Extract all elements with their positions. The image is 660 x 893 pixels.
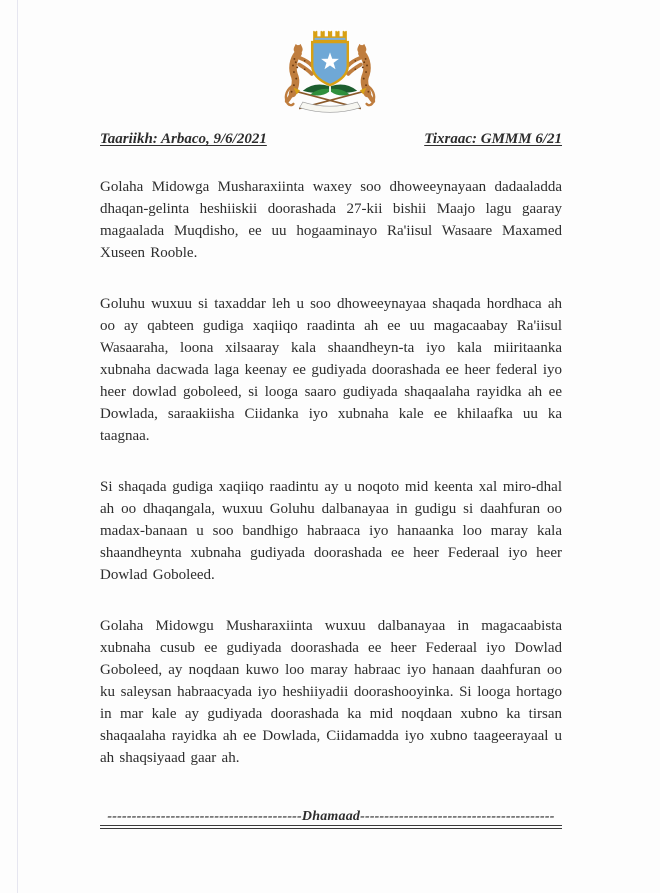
crown	[313, 29, 347, 42]
ribbon	[300, 102, 361, 112]
document-body	[100, 176, 562, 769]
date-label: Taariikh: Arbaco, 9/6/2021	[100, 131, 267, 147]
document-header-emblem	[0, 0, 660, 117]
body-paragraph-3: Si shaqada gudiga xaqiiqo raadintu ay u noqoto mid keenta xal miro-dhal ah oo dhaqangala, wuxuu Goluhu dalbanayaa in gudigu si daahfuran oo madax-banaan u soo bandhigo habraaca iyo hanaanka loo maray kala shaandheynta xubnaha gudiyada doorashada ee heer Federaal iyo heer Dowlad Goboleed.	[100, 479, 562, 583]
left-leopard	[286, 44, 312, 105]
right-leopard	[348, 44, 374, 105]
body-paragraph-1: Golaha Midowga Musharaxiinta waxey soo dhoweeynayaan dadaaladda dhaqan-gelinta heshiiskii doorashada 27-kii bishii Maajo lagu gaaray magaalada Muqdisho, ee uu hogaaminayo Ra'iisul Wasaare Maxamed Xuseen Rooble.	[100, 179, 562, 261]
body-paragraph-2: Goluhu wuxuu si taxaddar leh u soo dhoweeynayaa shaqada hordhaca ah oo ay qabteen gudiga xaqiiqo raadinta ah ee uu magacaabay Ra'iisul Wasaaraha, loona xilsaaray kala shaandheyn-ta iyo kala miiritaanka xubnaha dacwada laga keenay ee gudiyada doorashada ee heer federal iyo heer dowlad goboleed, si looga saaro gudiyada shaqaalaha rayidka ah ee Dowlada, saraakiisha Ciidanka iyo xubnaha kale ee khilaafka uu ka taagnaa.	[100, 296, 562, 444]
end-of-document-line: ----------------------------------------Dhamaad----------------------------------------	[100, 809, 562, 829]
document-content	[0, 131, 660, 829]
scan-edge-artifact	[17, 0, 18, 893]
document-meta-row	[100, 131, 562, 148]
somalia-coat-of-arms-icon	[269, 28, 391, 117]
body-paragraph-4: Golaha Midowgu Musharaxiinta wuxuu dalbanayaa in magacaabista xubnaha cusub ee gudiyada doorashada ee heer Federaal iyo Dowlad Goboleed, ay noqdaan kuwo loo maray habraac iyo hanaan daahfuran oo ku saleysan habraacyada iyo heshiiyadii doorashooyinka. Si looga hortago in mar kale ay gudiyada doorashada ka mid noqdaan xubno ka tirsan shaqaalaha rayidka ah ee Dowlada, Ciidamadda iyo xubno taageerayaal u ah shaqsiyaad gaar ah.	[100, 618, 562, 766]
reference-label: Tixraac: GMMM 6/21	[424, 131, 562, 147]
